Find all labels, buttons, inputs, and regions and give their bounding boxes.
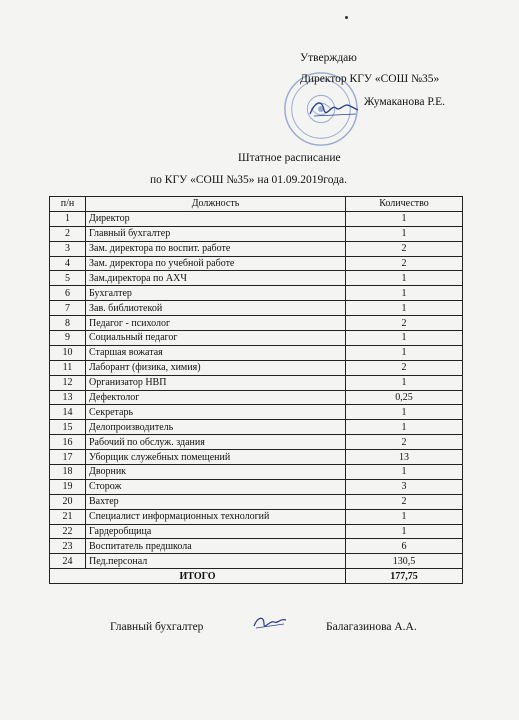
row-num: 6 — [50, 286, 86, 301]
footer-name: Балагазинова А.А. — [326, 621, 417, 633]
row-num: 24 — [50, 554, 86, 569]
row-position: Воспитатель предшкола — [86, 539, 346, 554]
row-num: 7 — [50, 301, 86, 316]
table-row — [50, 271, 463, 286]
row-position: Педагог - психолог — [86, 316, 346, 331]
row-num: 1 — [50, 211, 86, 226]
row-position: Зам. директора по учебной работе — [86, 256, 346, 271]
row-quantity: 1 — [346, 211, 463, 226]
table-row — [50, 420, 463, 435]
row-position: Дворник — [86, 465, 346, 480]
table-row — [50, 405, 463, 420]
row-num: 18 — [50, 465, 86, 480]
row-quantity: 2 — [346, 316, 463, 331]
table-row — [50, 390, 463, 405]
row-num: 19 — [50, 479, 86, 494]
row-quantity: 1 — [346, 226, 463, 241]
row-position: Гардеробщица — [86, 524, 346, 539]
table-row — [50, 360, 463, 375]
row-quantity: 1 — [346, 509, 463, 524]
row-quantity: 13 — [346, 450, 463, 465]
total-value: 177,75 — [346, 569, 463, 584]
total-row — [50, 569, 463, 584]
table-row — [50, 211, 463, 226]
doc-title: Штатное расписание — [238, 152, 341, 164]
row-position: Секретарь — [86, 405, 346, 420]
header-position: Должность — [86, 197, 346, 212]
ink-dot — [345, 16, 348, 19]
table-row — [50, 375, 463, 390]
table-row — [50, 301, 463, 316]
table-row — [50, 539, 463, 554]
table-row — [50, 494, 463, 509]
row-num: 15 — [50, 420, 86, 435]
total-label: ИТОГО — [50, 569, 346, 584]
row-position: Рабочий по обслуж. здания — [86, 435, 346, 450]
table-row — [50, 465, 463, 480]
row-num: 21 — [50, 509, 86, 524]
row-quantity: 3 — [346, 479, 463, 494]
row-position: Сторож — [86, 479, 346, 494]
row-num: 2 — [50, 226, 86, 241]
footer-role: Главный бухгалтер — [110, 621, 204, 633]
row-position: Социальный педагог — [86, 331, 346, 346]
table-row — [50, 331, 463, 346]
row-num: 22 — [50, 524, 86, 539]
table-row — [50, 524, 463, 539]
row-quantity: 1 — [346, 465, 463, 480]
row-num: 4 — [50, 256, 86, 271]
row-quantity: 1 — [346, 420, 463, 435]
table-row — [50, 450, 463, 465]
staff-table — [49, 196, 463, 584]
row-quantity: 0,25 — [346, 390, 463, 405]
row-num: 11 — [50, 360, 86, 375]
row-quantity: 2 — [346, 256, 463, 271]
row-quantity: 130,5 — [346, 554, 463, 569]
header-num: п/н — [50, 197, 86, 212]
table-row — [50, 509, 463, 524]
row-num: 14 — [50, 405, 86, 420]
row-position: Зав. библиотекой — [86, 301, 346, 316]
row-position: Специалист информационных технологий — [86, 509, 346, 524]
approval-line-3: Жумаканова Р.Е. — [364, 96, 446, 108]
header-quantity: Количество — [346, 197, 463, 212]
row-position: Пед.персонал — [86, 554, 346, 569]
row-num: 16 — [50, 435, 86, 450]
row-quantity: 1 — [346, 271, 463, 286]
row-quantity: 1 — [346, 301, 463, 316]
accountant-signature-icon — [250, 612, 290, 636]
table-row — [50, 226, 463, 241]
row-position: Лаборант (физика, химия) — [86, 360, 346, 375]
row-num: 10 — [50, 345, 86, 360]
doc-subtitle: по КГУ «СОШ №35» на 01.09.2019года. — [150, 174, 347, 186]
row-position: Старшая вожатая — [86, 345, 346, 360]
row-position: Директор — [86, 211, 346, 226]
row-position: Бухгалтер — [86, 286, 346, 301]
row-quantity: 2 — [346, 435, 463, 450]
table-row — [50, 479, 463, 494]
row-quantity: 1 — [346, 405, 463, 420]
row-num: 8 — [50, 316, 86, 331]
row-num: 17 — [50, 450, 86, 465]
table-header-row — [50, 197, 463, 212]
row-quantity: 2 — [346, 494, 463, 509]
row-num: 20 — [50, 494, 86, 509]
row-position: Зам. директора по воспит. работе — [86, 241, 346, 256]
table-row — [50, 345, 463, 360]
row-position: Вахтер — [86, 494, 346, 509]
approval-line-1: Утверждаю — [300, 52, 357, 64]
table-row — [50, 256, 463, 271]
row-num: 23 — [50, 539, 86, 554]
row-num: 13 — [50, 390, 86, 405]
table-row — [50, 316, 463, 331]
director-signature-icon — [306, 94, 362, 122]
row-quantity: 1 — [346, 286, 463, 301]
row-num: 9 — [50, 331, 86, 346]
row-position: Организатор НВП — [86, 375, 346, 390]
row-quantity: 2 — [346, 241, 463, 256]
row-num: 12 — [50, 375, 86, 390]
row-quantity: 1 — [346, 375, 463, 390]
table-row — [50, 286, 463, 301]
table-row — [50, 241, 463, 256]
row-position: Дефектолог — [86, 390, 346, 405]
row-num: 3 — [50, 241, 86, 256]
row-quantity: 6 — [346, 539, 463, 554]
row-position: Зам.директора по АХЧ — [86, 271, 346, 286]
row-quantity: 1 — [346, 524, 463, 539]
row-position: Уборщик служебных помещений — [86, 450, 346, 465]
row-quantity: 1 — [346, 331, 463, 346]
table-row — [50, 554, 463, 569]
row-num: 5 — [50, 271, 86, 286]
row-position: Делопроизводитель — [86, 420, 346, 435]
approval-line-2: Директор КГУ «СОШ №35» — [300, 73, 440, 85]
row-position: Главный бухгалтер — [86, 226, 346, 241]
row-quantity: 2 — [346, 360, 463, 375]
table-row — [50, 435, 463, 450]
row-quantity: 1 — [346, 345, 463, 360]
